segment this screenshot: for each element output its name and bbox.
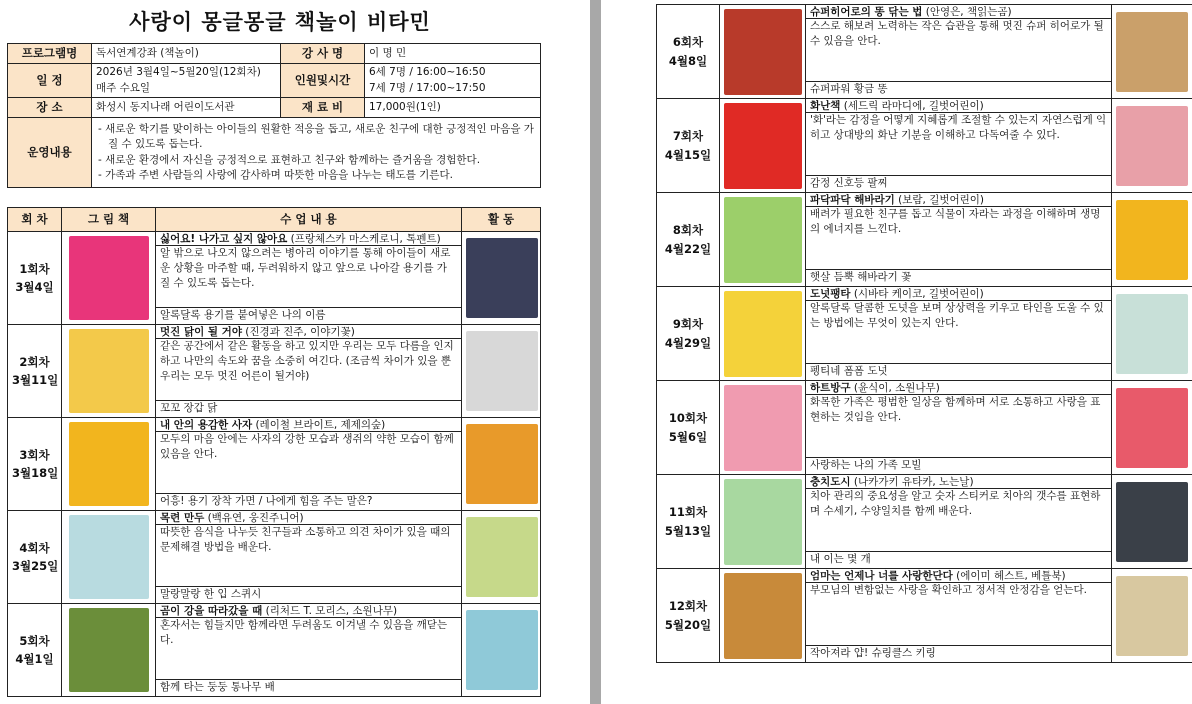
lessons-table-right <box>656 4 1192 663</box>
lesson-content <box>806 99 1112 193</box>
session-cell <box>8 325 62 418</box>
activity-name: 사랑하는 나의 가족 모빌 <box>810 459 922 471</box>
activity-photo <box>1116 388 1188 468</box>
program-info-table <box>7 43 541 188</box>
lesson-content <box>806 5 1112 99</box>
activity-photo-cell <box>462 232 541 325</box>
fee-label: 재 료 비 <box>281 98 365 118</box>
lesson-row <box>657 475 1192 569</box>
activity-photo <box>466 517 538 597</box>
session-cell <box>8 232 62 325</box>
activity-photo <box>1116 482 1188 562</box>
book-title: 싫어요! 나가고 싶지 않아요 <box>160 233 288 245</box>
activity-photo <box>1116 12 1188 92</box>
lesson-row <box>8 232 541 325</box>
fee-value: 17,000원(1인) <box>365 98 541 118</box>
lesson-content <box>156 325 462 418</box>
activity-name: 펭티네 폼폼 도넛 <box>810 365 888 377</box>
lesson-content <box>806 193 1112 287</box>
session-number: 6회차 <box>672 35 704 50</box>
lesson-row <box>8 418 541 511</box>
book-cover-image <box>69 422 149 506</box>
session-cell <box>657 5 720 99</box>
book-author: (에이미 헤스트, 베틀북) <box>952 570 1066 582</box>
activity-photo <box>1116 294 1188 374</box>
session-cell <box>8 604 62 697</box>
lesson-content <box>806 287 1112 381</box>
lesson-row <box>8 511 541 604</box>
book-cover-cell <box>62 604 156 697</box>
book-title-line <box>806 5 1111 19</box>
activity-name: 내 이는 몇 개 <box>810 553 871 565</box>
book-author: (보람, 길벗어린이) <box>894 194 985 206</box>
lesson-row <box>657 5 1192 99</box>
lesson-row <box>657 193 1192 287</box>
book-title-line <box>156 604 461 618</box>
schedule-dates: 2026년 3월4일~5월20일(12회차) <box>96 66 261 79</box>
activity-photo <box>466 238 538 318</box>
activity-photo-cell <box>462 511 541 604</box>
book-title: 목련 만두 <box>160 512 205 524</box>
activity-photo <box>1116 576 1188 656</box>
session-cell <box>657 381 720 475</box>
lesson-description: 혼자서는 힘들지만 함께라면 두려움도 이겨낼 수 있음을 깨닫는다. <box>156 618 461 680</box>
lesson-row <box>8 604 541 697</box>
lesson-description: 알 밖으로 나오지 않으려는 병아리 이야기를 통해 아이들이 새로운 상황을 마주할 때, 두려워하지 않고 앞으로 나아갈 용기를 가질 수 있도록 돕는다. <box>156 246 461 308</box>
lesson-content <box>156 418 462 511</box>
session-date: 3월4일 <box>15 280 54 294</box>
session-number: 10회차 <box>668 411 708 426</box>
session-date: 4월22일 <box>664 241 712 256</box>
book-title-line <box>806 381 1111 395</box>
session-date: 5월6일 <box>668 429 708 444</box>
lesson-description: 치아 관리의 중요성을 알고 숫자 스티커로 치아의 갯수를 표현하며 수세기, 수양일치를 함께 배운다. <box>806 489 1111 552</box>
book-cover-image <box>69 329 149 413</box>
session-cell <box>657 99 720 193</box>
book-title-line <box>806 193 1111 207</box>
book-title-line <box>156 232 461 246</box>
activity-name: 감정 신호등 팔찌 <box>810 177 888 189</box>
header-book: 그 림 책 <box>62 208 156 232</box>
session-date: 4월29일 <box>664 335 712 350</box>
activity-name: 햇살 듬뿍 해바라기 꽃 <box>810 271 912 283</box>
activity-photo <box>466 610 538 690</box>
book-author: (프랑체스카 마스케로니, 톡펜트) <box>287 233 441 245</box>
instructor-value: 이 명 민 <box>365 44 541 64</box>
book-title-line <box>806 569 1111 583</box>
session-date: 4월15일 <box>664 147 712 162</box>
book-cover-image <box>724 385 802 471</box>
activity-name: 어흥! 용기 장착 가면 / 나에게 힘을 주는 말은? <box>160 495 373 507</box>
book-author: (백유연, 웅진주니어) <box>204 512 304 524</box>
book-cover-cell <box>720 569 806 663</box>
activity-photo <box>1116 106 1188 186</box>
place-value: 화성시 동지나래 어린이도서관 <box>92 98 281 118</box>
book-title: 충치도시 <box>810 476 851 488</box>
operation-item: - 새로운 환경에서 자신을 긍정적으로 표현하고 친구와 함께하는 즐거움을 경험한다. <box>98 153 481 166</box>
book-title: 도넛팽타 <box>810 288 851 300</box>
book-cover-cell <box>62 325 156 418</box>
header-session: 회 차 <box>8 208 62 232</box>
book-cover-image <box>69 608 149 692</box>
session-cell <box>657 569 720 663</box>
book-cover-image <box>724 103 802 189</box>
document-title: 사랑이 몽글몽글 책놀이 비타민 <box>129 10 431 34</box>
book-cover-cell <box>62 418 156 511</box>
lesson-description: 따뜻한 음식을 나누듯 친구들과 소통하고 의견 차이가 있을 때의 문제해결 방법을 배운다. <box>156 525 461 587</box>
book-cover-cell <box>720 381 806 475</box>
time-value <box>365 64 541 98</box>
book-author: (윤식이, 소원나무) <box>850 382 940 394</box>
lesson-content <box>806 475 1112 569</box>
activity-photo-cell <box>1112 287 1192 381</box>
header-activity: 활 동 <box>462 208 541 232</box>
book-title: 하트방구 <box>810 382 851 394</box>
book-title: 내 안의 용감한 사자 <box>160 419 253 431</box>
session-date: 4월1일 <box>15 652 54 666</box>
schedule-weekday: 매주 수요일 <box>96 81 151 94</box>
instructor-label: 강 사 명 <box>281 44 365 64</box>
page-right <box>601 0 1192 704</box>
session-cell <box>8 418 62 511</box>
lesson-content <box>806 569 1112 663</box>
session-number: 11회차 <box>668 505 708 520</box>
book-author: (나카가키 유타카, 노는날) <box>850 476 974 488</box>
lesson-description: 같은 공간에서 같은 활동을 하고 있지만 우리는 모두 다름을 인지하고 나만의 속도와 꿈을 소중히 여긴다. (조금씩 차이가 있을 뿐 우리는 모두 멋진 어른이 될거야) <box>156 339 461 401</box>
book-cover-cell <box>62 232 156 325</box>
session-cell <box>657 475 720 569</box>
book-title: 파닥파닥 해바라기 <box>810 194 895 206</box>
session-number: 8회차 <box>672 223 704 238</box>
lesson-description: 모두의 마음 안에는 사자의 강한 모습과 생쥐의 약한 모습이 함께 있음을 안다. <box>156 432 461 494</box>
session-number: 4회차 <box>19 540 50 555</box>
activity-photo-cell <box>462 325 541 418</box>
session-date: 5월13일 <box>664 523 712 538</box>
book-cover-cell <box>720 5 806 99</box>
book-author: (진경과 진주, 이야기꽃) <box>241 326 355 338</box>
book-cover-cell <box>720 287 806 381</box>
activity-name: 말랑말랑 한 입 스퀴시 <box>160 588 262 600</box>
header-content: 수 업 내 용 <box>156 208 462 232</box>
session-date: 3월25일 <box>12 559 59 573</box>
book-title: 곰이 강을 따라갔을 때 <box>160 605 263 617</box>
lesson-content <box>156 604 462 697</box>
lesson-row <box>8 325 541 418</box>
book-title-line <box>156 418 461 432</box>
activity-photo-cell <box>1112 475 1192 569</box>
lesson-description: 스스로 해보려 노력하는 작은 습관을 통해 멋진 슈퍼 히어로가 될 수 있음을 안다. <box>806 19 1111 82</box>
book-title: 멋진 닭이 될 거야 <box>160 326 242 338</box>
book-cover-image <box>724 9 802 95</box>
activity-photo <box>466 331 538 411</box>
session-date: 4월8일 <box>668 53 708 68</box>
activity-name: 알록달록 용기를 붙여넣은 나의 이름 <box>160 309 326 321</box>
activity-photo-cell <box>462 418 541 511</box>
session-number: 9회차 <box>672 317 704 332</box>
book-cover-image <box>724 479 802 565</box>
book-title-line <box>156 511 461 525</box>
session-date: 5월20일 <box>664 617 712 632</box>
book-author: (리처드 T. 모리스, 소원나무) <box>262 605 398 617</box>
book-cover-image <box>724 573 802 659</box>
lesson-description: 부모님의 변함없는 사랑을 확인하고 정서적 안정감을 얻는다. <box>806 583 1111 646</box>
place-label: 장 소 <box>8 98 92 118</box>
activity-name: 함께 타는 둥둥 통나무 배 <box>160 681 275 693</box>
book-title-line <box>806 475 1111 489</box>
lesson-row <box>657 569 1192 663</box>
book-cover-image <box>69 515 149 599</box>
activity-photo-cell <box>1112 193 1192 287</box>
book-cover-image <box>724 291 802 377</box>
book-title: 엄마는 언제나 너를 사랑한단다 <box>810 570 953 582</box>
book-cover-cell <box>720 193 806 287</box>
time-label: 인원및시간 <box>281 64 365 98</box>
program-name-value: 독서연계강좌 (책놀이) <box>92 44 281 64</box>
lesson-description: 화목한 가족은 평범한 일상을 함께하며 서로 소통하고 사랑을 표현하는 것임을 안다. <box>806 395 1111 458</box>
operation-item: - 새로운 학기를 맞이하는 아이들의 원활한 적응을 돕고, 새로운 친구에 대한 긍정적인 마음을 가질 수 있도록 돕는다. <box>98 123 534 151</box>
session-date: 3월11일 <box>12 373 59 387</box>
operation-item: - 가족과 주변 사람들의 사랑에 감사하며 따뜻한 마음을 나누는 태도를 기른다. <box>98 168 453 181</box>
time-6yo: 6세 7명 / 16:00~16:50 <box>369 66 486 79</box>
activity-name: 꼬꼬 장갑 닭 <box>160 402 218 414</box>
lesson-row <box>657 99 1192 193</box>
session-date: 3월18일 <box>12 466 59 480</box>
lesson-row <box>657 381 1192 475</box>
book-title-line <box>806 99 1111 113</box>
activity-name: 작아져라 얍! 슈링클스 키링 <box>810 647 936 659</box>
session-number: 5회차 <box>19 633 50 648</box>
program-name-label: 프로그램명 <box>8 44 92 64</box>
book-title-line <box>156 325 461 339</box>
session-number: 12회차 <box>668 599 708 614</box>
activity-photo-cell <box>1112 381 1192 475</box>
book-title-line <box>806 287 1111 301</box>
activity-photo-cell <box>1112 569 1192 663</box>
session-cell <box>657 287 720 381</box>
book-title: 화난책 <box>810 100 841 112</box>
time-7yo: 7세 7명 / 17:00~17:50 <box>369 81 486 94</box>
session-cell <box>657 193 720 287</box>
session-number: 3회차 <box>19 447 50 462</box>
session-number: 1회차 <box>19 261 50 276</box>
book-author: (안영은, 책읽는곰) <box>922 6 1012 18</box>
lesson-content <box>156 511 462 604</box>
page-left <box>0 0 590 704</box>
book-cover-cell <box>720 475 806 569</box>
book-author: (레이철 브라이트, 제제의숲) <box>252 419 386 431</box>
session-number: 2회차 <box>19 354 50 369</box>
schedule-label: 일 정 <box>8 64 92 98</box>
operation-label: 운영내용 <box>8 118 92 188</box>
book-cover-cell <box>720 99 806 193</box>
lesson-content <box>156 232 462 325</box>
session-cell <box>8 511 62 604</box>
activity-name: 슈퍼파워 황금 똥 <box>810 83 888 95</box>
lesson-description: '화'라는 감정을 어떻게 지혜롭게 조절할 수 있는지 자연스럽게 익히고 상대방의 화난 기분을 이해하고 다독여줄 수 있다. <box>806 113 1111 176</box>
activity-photo <box>466 424 538 504</box>
session-number: 7회차 <box>672 129 704 144</box>
book-cover-image <box>69 236 149 320</box>
lesson-content <box>806 381 1112 475</box>
activity-photo-cell <box>462 604 541 697</box>
lesson-row <box>657 287 1192 381</box>
lesson-description: 배려가 필요한 친구를 돕고 식물이 자라는 과정을 이해하며 생명의 에너지를 느낀다. <box>806 207 1111 270</box>
activity-photo-cell <box>1112 99 1192 193</box>
book-cover-image <box>724 197 802 283</box>
activity-photo <box>1116 200 1188 280</box>
book-author: (세드릭 라마디에, 길벗어린이) <box>840 100 984 112</box>
activity-photo-cell <box>1112 5 1192 99</box>
book-cover-cell <box>62 511 156 604</box>
operation-content <box>92 118 541 188</box>
lesson-description: 알록달록 달콤한 도넛을 보며 상상력을 키우고 타인을 도울 수 있는 방법에는 무엇이 있는지 안다. <box>806 301 1111 364</box>
book-author: (시바타 케이코, 길벗어린이) <box>850 288 984 300</box>
book-title: 슈퍼히어로의 똥 닦는 법 <box>810 6 923 18</box>
lessons-table-left <box>7 207 541 697</box>
schedule-value <box>92 64 281 98</box>
